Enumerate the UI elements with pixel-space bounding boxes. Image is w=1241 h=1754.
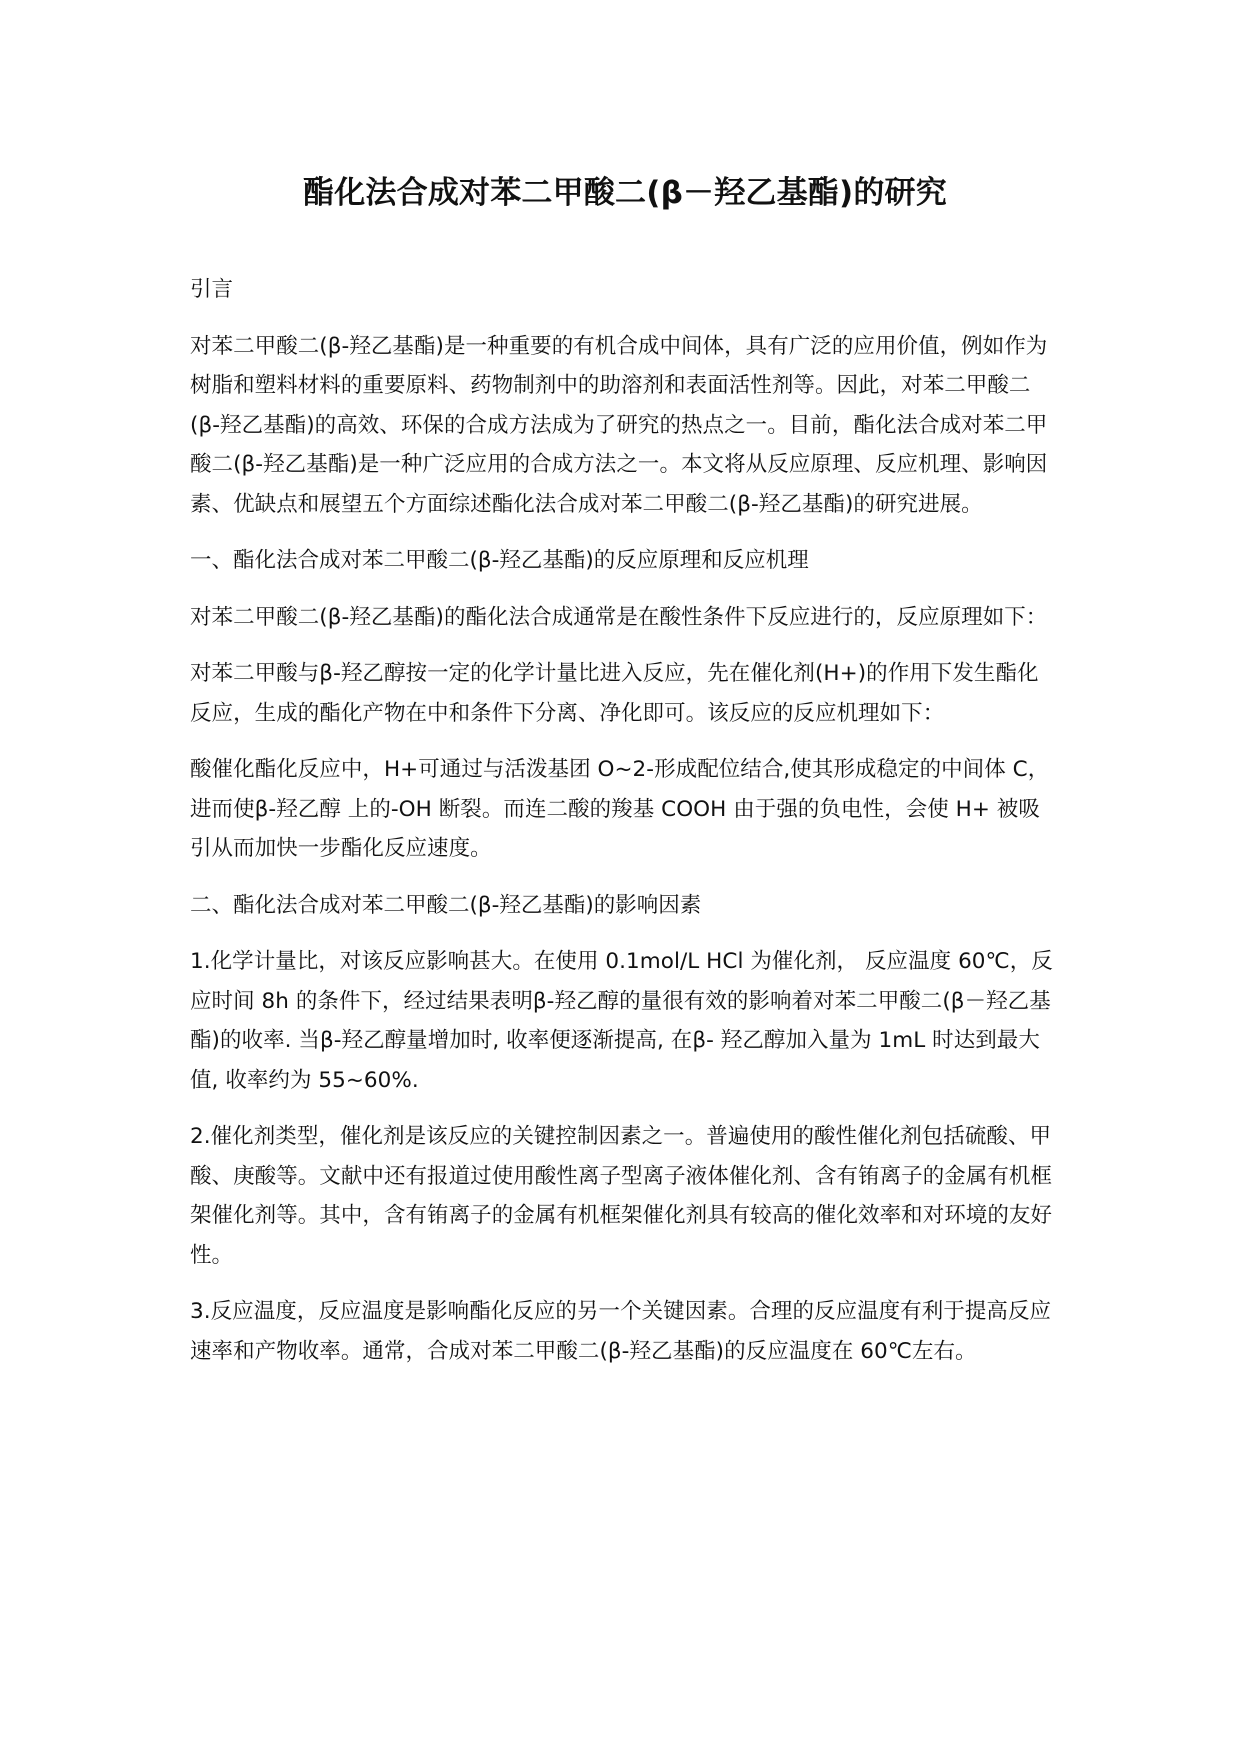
factor-3-paragraph: 3.反应温度，反应温度是影响酯化反应的另一个关键因素。合理的反应温度有利于提高反应速率和产物收率。通常，合成对苯二甲酸二(β-羟乙基酯)的反应温度在 60℃左右。 — [190, 1299, 1052, 1364]
section-2-heading: 二、酯化法合成对苯二甲酸二(β-羟乙基酯)的影响因素 — [190, 892, 702, 918]
factor-2-paragraph: 2.催化剂类型，催化剂是该反应的关键控制因素之一。普遍使用的酸性催化剂包括硫酸、甲酸、庚酸等。文献中还有报道过使用酸性离子型离子液体催化剂、含有铕离子的金属有机框架催化剂等。其中，含有铕离子的金属有机框架催化剂具有较高的催化效率和对环境的友好性。 — [190, 1124, 1053, 1268]
intro-heading: 引言 — [190, 277, 234, 303]
section-1-paragraph-2: 对苯二甲酸与β-羟乙醇按一定的化学计量比进入反应，先在催化剂(H+)的作用下发生酯化反应，生成的酯化产物在中和条件下分离、净化即可。该反应的反应机理如下： — [190, 661, 1039, 726]
section-1-paragraph-3: 酸催化酯化反应中，H+可通过与活泼基团 O~2-形成配位结合,使其形成稳定的中间体 C，进而使β-羟乙醇 上的-OH 断裂。而连二酸的羧基 COOH 由于强的负电性，会使 H+ 被吸引从而加快一步酯化反应速度。 — [190, 757, 1050, 862]
document-title: 酯化法合成对苯二甲酸二(β－羟乙基酯)的研究 — [303, 175, 947, 211]
section-1-paragraph-1: 对苯二甲酸二(β-羟乙基酯)的酯化法合成通常是在酸性条件下反应进行的，反应原理如下： — [190, 604, 1048, 630]
intro-paragraph: 对苯二甲酸二(β-羟乙基酯)是一种重要的有机合成中间体，具有广泛的应用价值，例如作为树脂和塑料材料的重要原料、药物制剂中的助溶剂和表面活性剂等。因此，对苯二甲酸二(β-羟乙基酯)的高效、环保的合成方法成为了研究的热点之一。目前，酯化法合成对苯二甲酸二(β-羟乙基酯)是一种广泛应用的合成方法之一。本文将从反应原理、反应机理、影响因素、优缺点和展望五个方面综述酯化法合成对苯二甲酸二(β-羟乙基酯)的研究进展。 — [190, 333, 1048, 517]
document-page — [190, 175, 1060, 1388]
factor-1-paragraph: 1.化学计量比，对该反应影响甚大。在使用 0.1mol/L HCl 为催化剂， 反应温度 60℃，反应时间 8h 的条件下，经过结果表明β-羟乙醇的量很有效的影响着对苯二甲酸二(β－羟乙基酯)的收率. 当β-羟乙醇量增加时, 收率便逐渐提高, 在β- 羟乙醇加入量为 1mL 时达到最大值, 收率约为 55~60%. — [190, 949, 1053, 1093]
section-1-heading: 一、酯化法合成对苯二甲酸二(β-羟乙基酯)的反应原理和反应机理 — [190, 548, 809, 574]
